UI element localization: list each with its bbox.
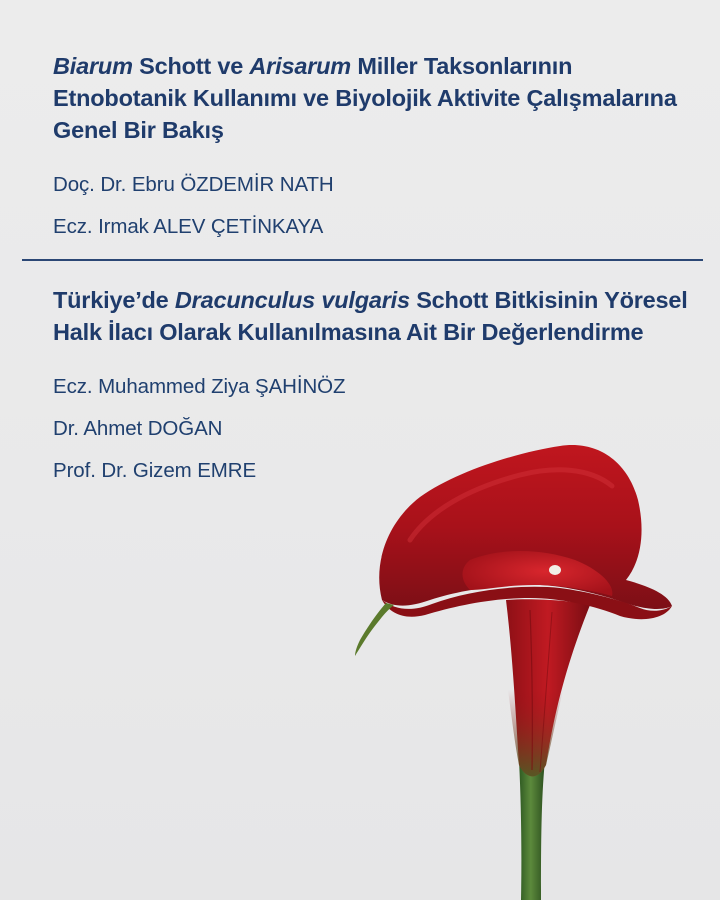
title-text-segment: Schott ve [132,53,250,79]
taxon-name-dracunculus: Dracunculus vulgaris [174,287,410,313]
author-name: Ecz. Muhammed Ziya ŞAHİNÖZ [53,375,346,398]
article-title-2 [53,284,693,348]
spadix [549,565,561,575]
author-name: Ecz. Irmak ALEV ÇETİNKAYA [53,215,324,238]
calla-lily-illustration [340,430,720,900]
title-text-segment: Türkiye’de [53,287,175,313]
flower-stem [519,760,545,900]
author-list-1 [53,164,693,248]
section-divider [22,259,703,261]
taxon-name-biarum: Biarum [53,53,133,79]
article-title-1 [53,50,693,146]
author-name: Dr. Ahmet DOĞAN [53,417,223,440]
title-text-segment: Schott Bitkisinin Yöresel Halk İlacı Olarak Kullanılmasına Ait Bir Değerlendirme [53,287,688,345]
spathe-tip [355,603,394,656]
author-name: Doç. Dr. Ebru ÖZDEMİR NATH [53,173,334,196]
author-name: Prof. Dr. Gizem EMRE [53,459,257,482]
taxon-name-arisarum: Arisarum [249,53,351,79]
article-entry-1 [53,50,693,248]
title-text-segment: Miller Taksonlarının Etnobotanik Kullanımı ve Biyolojik Aktivite Çalışmalarına Genel Bir Bakış [53,53,677,143]
